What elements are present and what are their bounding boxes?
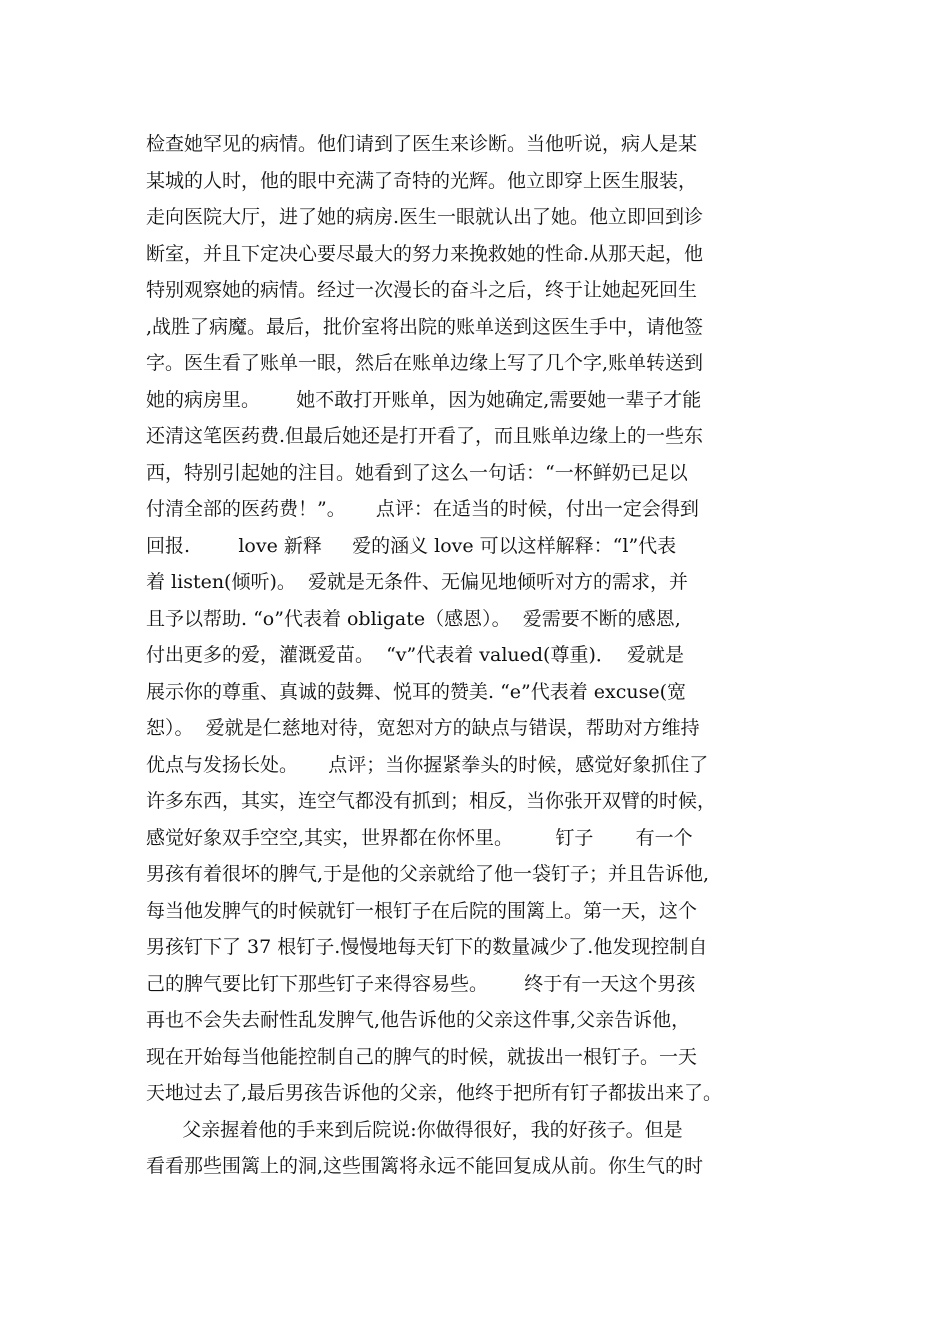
text-line: ,战胜了病魔。最后，批价室将出院的账单送到这医生手中，请他签 — [146, 315, 704, 338]
text-line: 感觉好象双手空空,其实，世界都在你怀里。 钉子 有一个 — [146, 826, 693, 849]
text-line: 优点与发扬长处。 点评；当你握紧拳头的时候，感觉好象抓住了 — [146, 753, 709, 776]
text-line: 展示你的尊重、真诚的鼓舞、悦耳的赞美. “e”代表着 excuse(宽 — [146, 680, 687, 703]
body-text — [146, 126, 826, 1185]
text-line: 检查她罕见的病情。他们请到了医生来诊断。当他听说，病人是某 — [146, 133, 698, 155]
text-line: 许多东西，其实，连空气都没有抓到；相反，当你张开双臂的时候， — [146, 790, 717, 812]
text-line: 她的病房里。 她不敢打开账单，因为她确定,需要她一辈子才能 — [146, 388, 702, 411]
text-line: 西，特别引起她的注目。她看到了这么一句话：“一杯鲜奶已足以 — [146, 461, 688, 484]
text-line: 男孩有着很坏的脾气,于是他的父亲就给了他一袋钉子；并且告诉他, — [146, 863, 710, 885]
text-line: 再也不会失去耐性乱发脾气,他告诉他的父亲这件事,父亲告诉他， — [146, 1009, 691, 1031]
text-line: 断室，并且下定决心要尽最大的努力来挽救她的性命.从那天起，他 — [146, 242, 704, 265]
text-line: 回报. love 新释 爱的涵义 love 可以这样解释：“l”代表 — [146, 534, 677, 557]
text-line: 着 listen(倾听)。 爱就是无条件、无偏见地倾听对方的需求，并 — [146, 571, 688, 593]
text-line: 还清这笔医药费.但最后她还是打开看了，而且账单边缘上的一些东 — [146, 425, 704, 447]
text-line: 天地过去了,最后男孩告诉他的父亲，他终于把所有钉子都拔出来了。 — [146, 1082, 723, 1104]
text-line: 每当他发脾气的时候就钉一根钉子在后院的围篱上。第一天，这个 — [146, 899, 698, 922]
text-line: 付出更多的爱，灌溉爱苗。 “v”代表着 valued(尊重)． 爱就是 — [146, 644, 684, 666]
text-line: 特别观察她的病情。经过一次漫长的奋斗之后，终于让她起死回生 — [146, 279, 698, 301]
text-line: 某城的人时，他的眼中充满了奇特的光辉。他立即穿上医生服装， — [146, 169, 698, 192]
text-line: 男孩钉下了 37 根钉子.慢慢地每天钉下的数量减少了.他发现控制自 — [146, 936, 708, 958]
text-line: 己的脾气要比钉下那些钉子来得容易些。 终于有一天这个男孩 — [146, 972, 696, 995]
text-line: 且予以帮助. “o”代表着 obligate（感恩）。 爱需要不断的感恩, — [146, 607, 681, 630]
text-line: 现在开始每当他能控制自己的脾气的时候，就拔出一根钉子。一天 — [146, 1045, 698, 1068]
text-line: 走向医院大厅，进了她的病房.医生一眼就认出了她。他立即回到诊 — [146, 206, 704, 228]
text-line: 恕）。 爱就是仁慈地对待，宽恕对方的缺点与错误，帮助对方维持 — [146, 717, 700, 739]
text-line: 字。医生看了账单一眼，然后在账单边缘上写了几个字,账单转送到 — [146, 352, 704, 374]
text-line: 付清全部的医药费！”。 点评：在适当的时候，付出一定会得到 — [146, 498, 699, 520]
text-line: 看看那些围篱上的洞,这些围篱将永远不能回复成从前。你生气的时 — [146, 1155, 704, 1177]
text-line: 父亲握着他的手来到后院说:你做得很好，我的好孩子。但是 — [146, 1118, 683, 1141]
